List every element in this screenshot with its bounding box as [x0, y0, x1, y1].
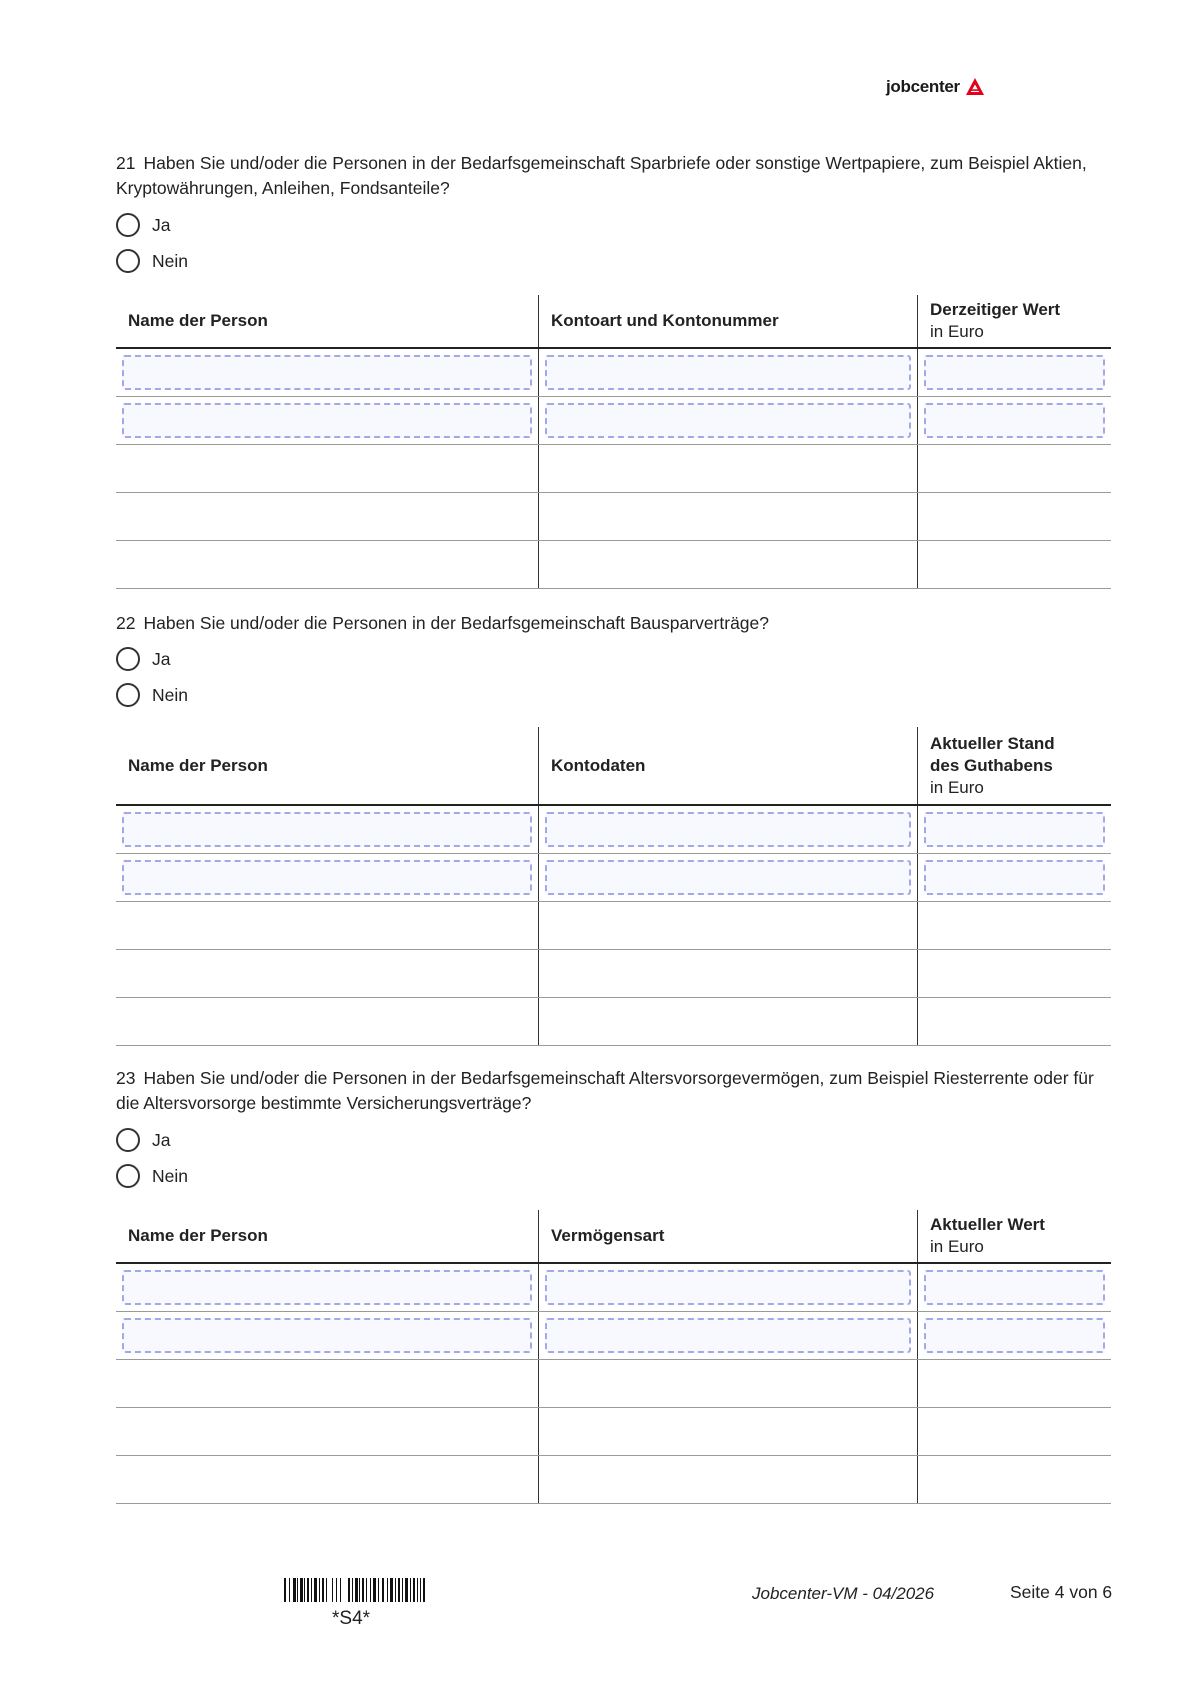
- form-id: Jobcenter-VM - 04/2026: [752, 1584, 935, 1603]
- column-header-asset-type: Vermögensart: [539, 1210, 918, 1262]
- column-header-account: Kontoart und Kontonummer: [539, 295, 918, 347]
- option-nein-23[interactable]: Nein: [116, 1158, 1111, 1194]
- table-row: [116, 950, 1111, 998]
- table-header: [116, 727, 1111, 806]
- question-21: 21 Haben Sie und/oder die Personen in der Bedarfsgemeinschaft Sparbriefe oder sonstige Wertpapiere, zum Beispiel Aktien, Kryptowährungen, Anleihen, Fondsanteile?: [116, 153, 1087, 198]
- account-field[interactable]: [545, 355, 911, 390]
- option-ja-23[interactable]: Ja: [116, 1122, 1111, 1158]
- table-row: [116, 1264, 1111, 1312]
- asset-type-field[interactable]: [545, 1318, 911, 1353]
- account-data-field[interactable]: [545, 860, 911, 895]
- table-row: [116, 806, 1111, 854]
- column-header-current-value: Aktueller Wert in Euro: [930, 1215, 1045, 1256]
- option-nein-21[interactable]: Nein: [116, 243, 1111, 279]
- table-row: [116, 902, 1111, 950]
- radio-nein-22[interactable]: [116, 683, 140, 707]
- barcode-icon: [284, 1578, 425, 1602]
- table-row: [116, 541, 1111, 589]
- account-field[interactable]: [545, 403, 911, 438]
- radio-ja-22[interactable]: [116, 647, 140, 671]
- current-value-field[interactable]: [924, 1318, 1105, 1353]
- column-header-account-data: Kontodaten: [539, 727, 918, 804]
- table-row: [116, 1456, 1111, 1504]
- radio-ja-21[interactable]: [116, 213, 140, 237]
- account-data-field[interactable]: [545, 812, 911, 847]
- asset-type-field[interactable]: [545, 1270, 911, 1305]
- value-field[interactable]: [924, 403, 1105, 438]
- name-field[interactable]: [122, 860, 532, 895]
- name-field[interactable]: [122, 1270, 532, 1305]
- table-21: [116, 295, 1111, 589]
- barcode-text: *S4*: [332, 1608, 371, 1629]
- table-23: [116, 1210, 1111, 1504]
- section-22: [116, 611, 1111, 1046]
- question-23: 23 Haben Sie und/oder die Personen in der Bedarfsgemeinschaft Altersvorsorgevermögen, zum Beispiel Riesterrente oder für die Altersvorsorge bestimmte Versicherungsverträge?: [116, 1068, 1094, 1113]
- table-row: [116, 1312, 1111, 1360]
- jobcenter-logo-icon: [965, 77, 985, 97]
- name-field[interactable]: [122, 812, 532, 847]
- value-field[interactable]: [924, 355, 1105, 390]
- balance-field[interactable]: [924, 812, 1105, 847]
- option-ja-21[interactable]: Ja: [116, 207, 1111, 243]
- table-row: [116, 397, 1111, 445]
- section-21: [116, 151, 1111, 589]
- table-header: [116, 1210, 1111, 1264]
- table-row: [116, 998, 1111, 1046]
- option-nein-22[interactable]: Nein: [116, 677, 1111, 713]
- table-row: [116, 1360, 1111, 1408]
- table-row: [116, 493, 1111, 541]
- logo-text: jobcenter: [886, 77, 960, 96]
- name-field[interactable]: [122, 1318, 532, 1353]
- balance-field[interactable]: [924, 860, 1105, 895]
- question-22: 22 Haben Sie und/oder die Personen in der Bedarfsgemeinschaft Bausparverträge?: [116, 613, 769, 633]
- current-value-field[interactable]: [924, 1270, 1105, 1305]
- radio-nein-21[interactable]: [116, 249, 140, 273]
- table-header: [116, 295, 1111, 349]
- option-ja-22[interactable]: Ja: [116, 641, 1111, 677]
- column-header-name: Name der Person: [116, 727, 539, 804]
- table-22: [116, 727, 1111, 1046]
- name-field[interactable]: [122, 355, 532, 390]
- column-header-balance: Aktueller Stand des Guthabens in Euro: [930, 733, 1055, 797]
- radio-nein-23[interactable]: [116, 1164, 140, 1188]
- name-field[interactable]: [122, 403, 532, 438]
- jobcenter-logo: [886, 77, 985, 97]
- section-23: [116, 1066, 1111, 1504]
- table-row: [116, 1408, 1111, 1456]
- table-row: [116, 349, 1111, 397]
- column-header-value: Derzeitiger Wert in Euro: [930, 300, 1061, 341]
- radio-ja-23[interactable]: [116, 1128, 140, 1152]
- column-header-name: Name der Person: [116, 1210, 539, 1262]
- column-header-name: Name der Person: [116, 295, 539, 347]
- page-number: Seite 4 von 6: [1010, 1582, 1113, 1602]
- table-row: [116, 445, 1111, 493]
- table-row: [116, 854, 1111, 902]
